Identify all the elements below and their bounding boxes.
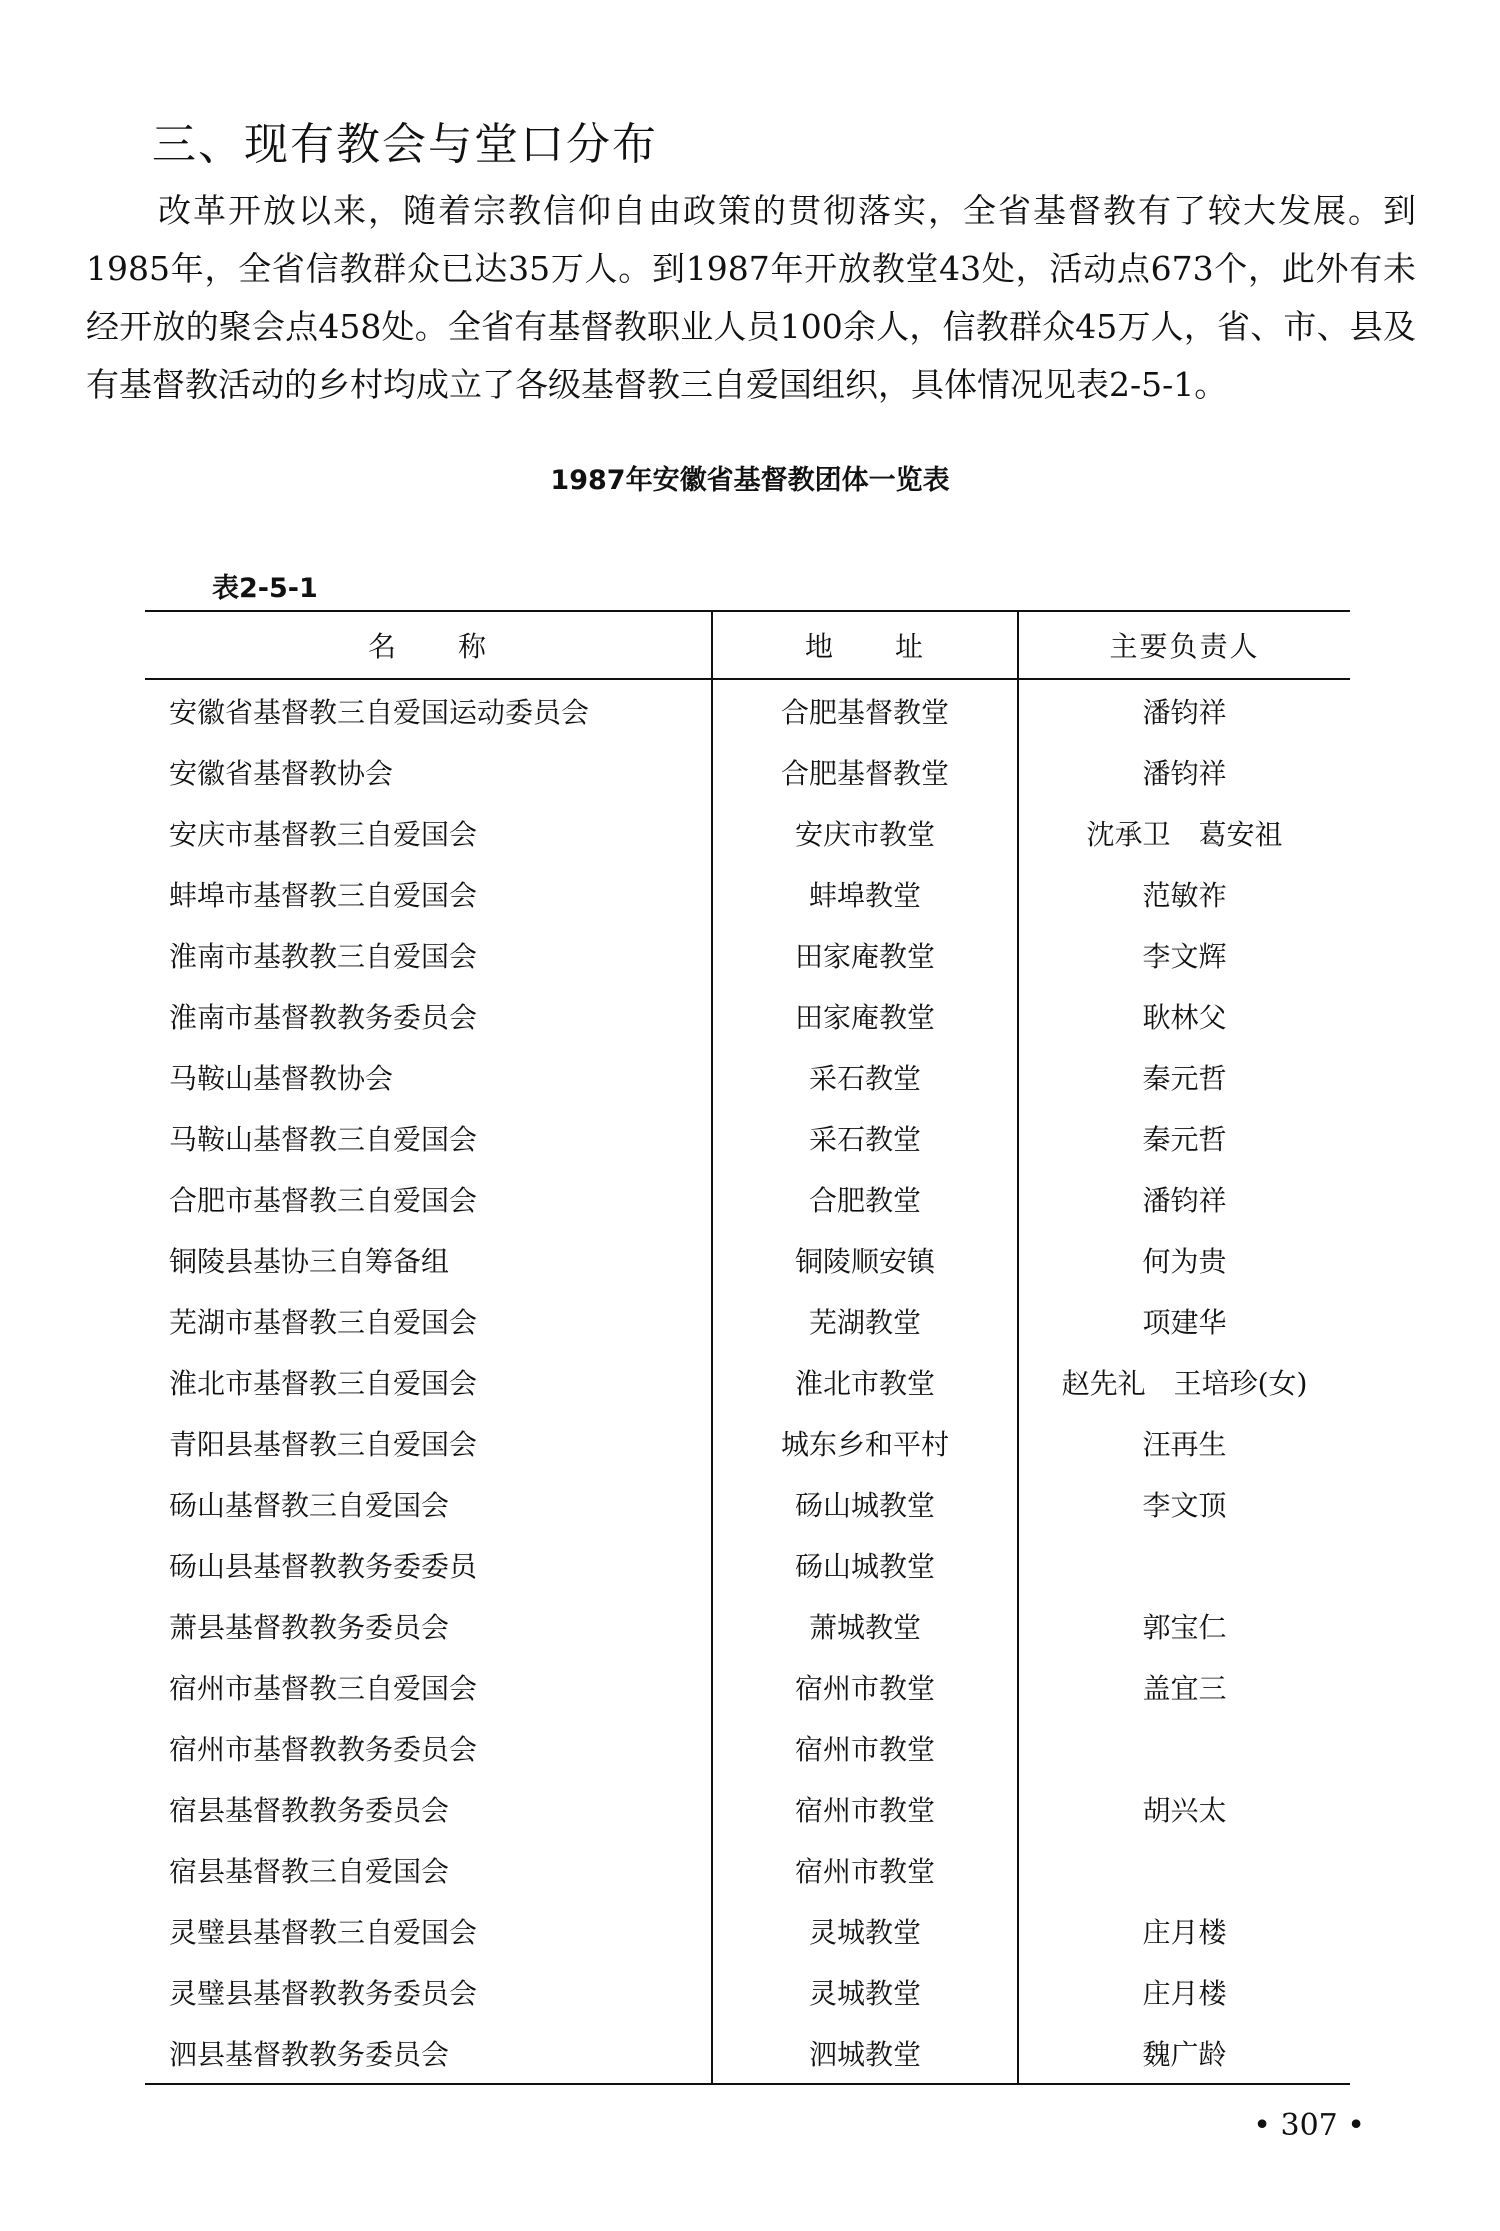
table-row bbox=[145, 1656, 1350, 1717]
cell-leader: 潘钧祥 bbox=[1142, 695, 1227, 729]
cell-leader: 沈承卫 葛安祖 bbox=[1086, 817, 1283, 851]
cell-address: 采石教堂 bbox=[712, 1046, 1018, 1107]
cell-leader: 郭宝仁 bbox=[1142, 1610, 1227, 1644]
cell-leader: 魏广龄 bbox=[1018, 2022, 1350, 2084]
cell-name: 萧县基督教教务委员会 bbox=[145, 1595, 712, 1656]
cell-name: 泗县基督教教务委员会 bbox=[145, 2022, 712, 2084]
table-title: 1987年安徽省基督教团体一览表 bbox=[550, 465, 950, 496]
table-row bbox=[145, 1778, 1350, 1839]
table-row bbox=[145, 1290, 1350, 1351]
table-row bbox=[145, 1168, 1350, 1229]
cell-address: 安庆市教堂 bbox=[712, 802, 1018, 863]
table-number: 表2-5-1 bbox=[212, 573, 318, 604]
cell-name: 安徽省基督教三自爱国运动委员会 bbox=[145, 679, 712, 741]
table-row bbox=[145, 741, 1350, 802]
cell-address: 宿州市教堂 bbox=[712, 1717, 1018, 1778]
cell-name: 宿州市基督教教务委员会 bbox=[145, 1717, 712, 1778]
cell-leader: 耿林父 bbox=[1142, 1000, 1227, 1034]
cell-name: 合肥市基督教三自爱国会 bbox=[145, 1168, 712, 1229]
cell-name: 砀山县基督教教务委委员 bbox=[145, 1534, 712, 1595]
cell-leader: 赵先礼 王培珍(女) bbox=[1061, 1366, 1308, 1400]
table-row bbox=[145, 1839, 1350, 1900]
column-header-name: 名 称 bbox=[145, 611, 712, 679]
table-row bbox=[145, 679, 1350, 741]
cell-leader bbox=[1018, 1717, 1350, 1778]
cell-leader: 庄月楼 bbox=[1142, 1915, 1227, 1949]
cell-leader: 秦元哲 bbox=[1142, 1122, 1227, 1156]
table-header-row bbox=[145, 611, 1350, 679]
cell-name: 淮北市基督教三自爱国会 bbox=[145, 1351, 712, 1412]
table-row bbox=[145, 924, 1350, 985]
organizations-table bbox=[145, 610, 1350, 2085]
cell-address: 合肥基督教堂 bbox=[712, 741, 1018, 802]
cell-name: 安徽省基督教协会 bbox=[145, 741, 712, 802]
cell-address: 萧城教堂 bbox=[712, 1595, 1018, 1656]
table-row bbox=[145, 1107, 1350, 1168]
cell-address: 宿州市教堂 bbox=[712, 1839, 1018, 1900]
cell-leader: 李文顶 bbox=[1142, 1488, 1227, 1522]
cell-address: 泗城教堂 bbox=[712, 2022, 1018, 2084]
cell-address: 灵城教堂 bbox=[712, 1961, 1018, 2022]
cell-address: 城东乡和平村 bbox=[712, 1412, 1018, 1473]
cell-leader bbox=[1018, 1839, 1350, 1900]
table-row bbox=[145, 1595, 1350, 1656]
cell-address: 灵城教堂 bbox=[712, 1900, 1018, 1961]
table-row bbox=[145, 863, 1350, 924]
table-row bbox=[145, 1961, 1350, 2022]
cell-address: 宿州市教堂 bbox=[712, 1656, 1018, 1717]
column-header-address: 地 址 bbox=[712, 611, 1018, 679]
table-row bbox=[145, 1534, 1350, 1595]
cell-name: 马鞍山基督教三自爱国会 bbox=[145, 1107, 712, 1168]
cell-address: 芜湖教堂 bbox=[712, 1290, 1018, 1351]
table-row bbox=[145, 1900, 1350, 1961]
column-header-leader: 主要负责人 bbox=[1018, 611, 1350, 679]
cell-address: 砀山城教堂 bbox=[712, 1534, 1018, 1595]
cell-leader: 汪再生 bbox=[1142, 1427, 1227, 1461]
cell-name: 灵璧县基督教教务委员会 bbox=[145, 1961, 712, 2022]
cell-leader: 潘钧祥 bbox=[1142, 756, 1227, 790]
table-row bbox=[145, 985, 1350, 1046]
cell-name: 淮南市基教教三自爱国会 bbox=[145, 924, 712, 985]
cell-name: 淮南市基督教教务委员会 bbox=[145, 985, 712, 1046]
cell-leader: 胡兴太 bbox=[1142, 1793, 1227, 1827]
cell-name: 马鞍山基督教协会 bbox=[145, 1046, 712, 1107]
cell-leader: 项建华 bbox=[1142, 1305, 1227, 1339]
page-number: • 307 • bbox=[1253, 2108, 1365, 2143]
cell-leader bbox=[1018, 1534, 1350, 1595]
cell-name: 铜陵县基协三自筹备组 bbox=[145, 1229, 712, 1290]
cell-name: 宿县基督教三自爱国会 bbox=[145, 1839, 712, 1900]
cell-address: 田家庵教堂 bbox=[712, 985, 1018, 1046]
table-row bbox=[145, 1046, 1350, 1107]
table-row bbox=[145, 1229, 1350, 1290]
cell-name: 灵璧县基督教三自爱国会 bbox=[145, 1900, 712, 1961]
table-row bbox=[145, 1473, 1350, 1534]
table-row bbox=[145, 1412, 1350, 1473]
cell-name: 砀山基督教三自爱国会 bbox=[145, 1473, 712, 1534]
cell-name: 宿县基督教教务委员会 bbox=[145, 1778, 712, 1839]
cell-address: 合肥基督教堂 bbox=[712, 679, 1018, 741]
cell-name: 芜湖市基督教三自爱国会 bbox=[145, 1290, 712, 1351]
table-row bbox=[145, 802, 1350, 863]
cell-leader: 潘钧祥 bbox=[1142, 1183, 1227, 1217]
cell-address: 砀山城教堂 bbox=[712, 1473, 1018, 1534]
cell-leader: 何为贵 bbox=[1142, 1244, 1227, 1278]
cell-address: 合肥教堂 bbox=[712, 1168, 1018, 1229]
cell-address: 淮北市教堂 bbox=[712, 1351, 1018, 1412]
cell-address: 宿州市教堂 bbox=[712, 1778, 1018, 1839]
cell-address: 铜陵顺安镇 bbox=[712, 1229, 1018, 1290]
cell-leader: 秦元哲 bbox=[1142, 1061, 1227, 1095]
cell-leader: 庄月楼 bbox=[1142, 1976, 1227, 2010]
cell-name: 安庆市基督教三自爱国会 bbox=[145, 802, 712, 863]
cell-leader: 李文辉 bbox=[1142, 939, 1227, 973]
table-row bbox=[145, 1351, 1350, 1412]
cell-name: 青阳县基督教三自爱国会 bbox=[145, 1412, 712, 1473]
cell-name: 宿州市基督教三自爱国会 bbox=[145, 1656, 712, 1717]
section-heading: 三、现有教会与堂口分布 bbox=[152, 119, 658, 170]
cell-leader: 范敏祚 bbox=[1142, 878, 1227, 912]
cell-name: 蚌埠市基督教三自爱国会 bbox=[145, 863, 712, 924]
table-row bbox=[145, 2022, 1350, 2084]
body-paragraph: 改革开放以来，随着宗教信仰自由政策的贯彻落实，全省基督教有了较大发展。到1985年，全省信教群众已达35万人。到1987年开放教堂43处，活动点673个，此外有未经开放的聚会点458处。全省有基督教职业人员100余人，信教群众45万人，省、市、县及有基督教活动的乡村均成立了各级基督教三自爱国组织，具体情况见表2-5-1。 bbox=[86, 191, 1416, 404]
cell-address: 采石教堂 bbox=[712, 1107, 1018, 1168]
cell-address: 蚌埠教堂 bbox=[712, 863, 1018, 924]
cell-leader: 盖宜三 bbox=[1142, 1671, 1227, 1705]
table-row bbox=[145, 1717, 1350, 1778]
cell-address: 田家庵教堂 bbox=[712, 924, 1018, 985]
